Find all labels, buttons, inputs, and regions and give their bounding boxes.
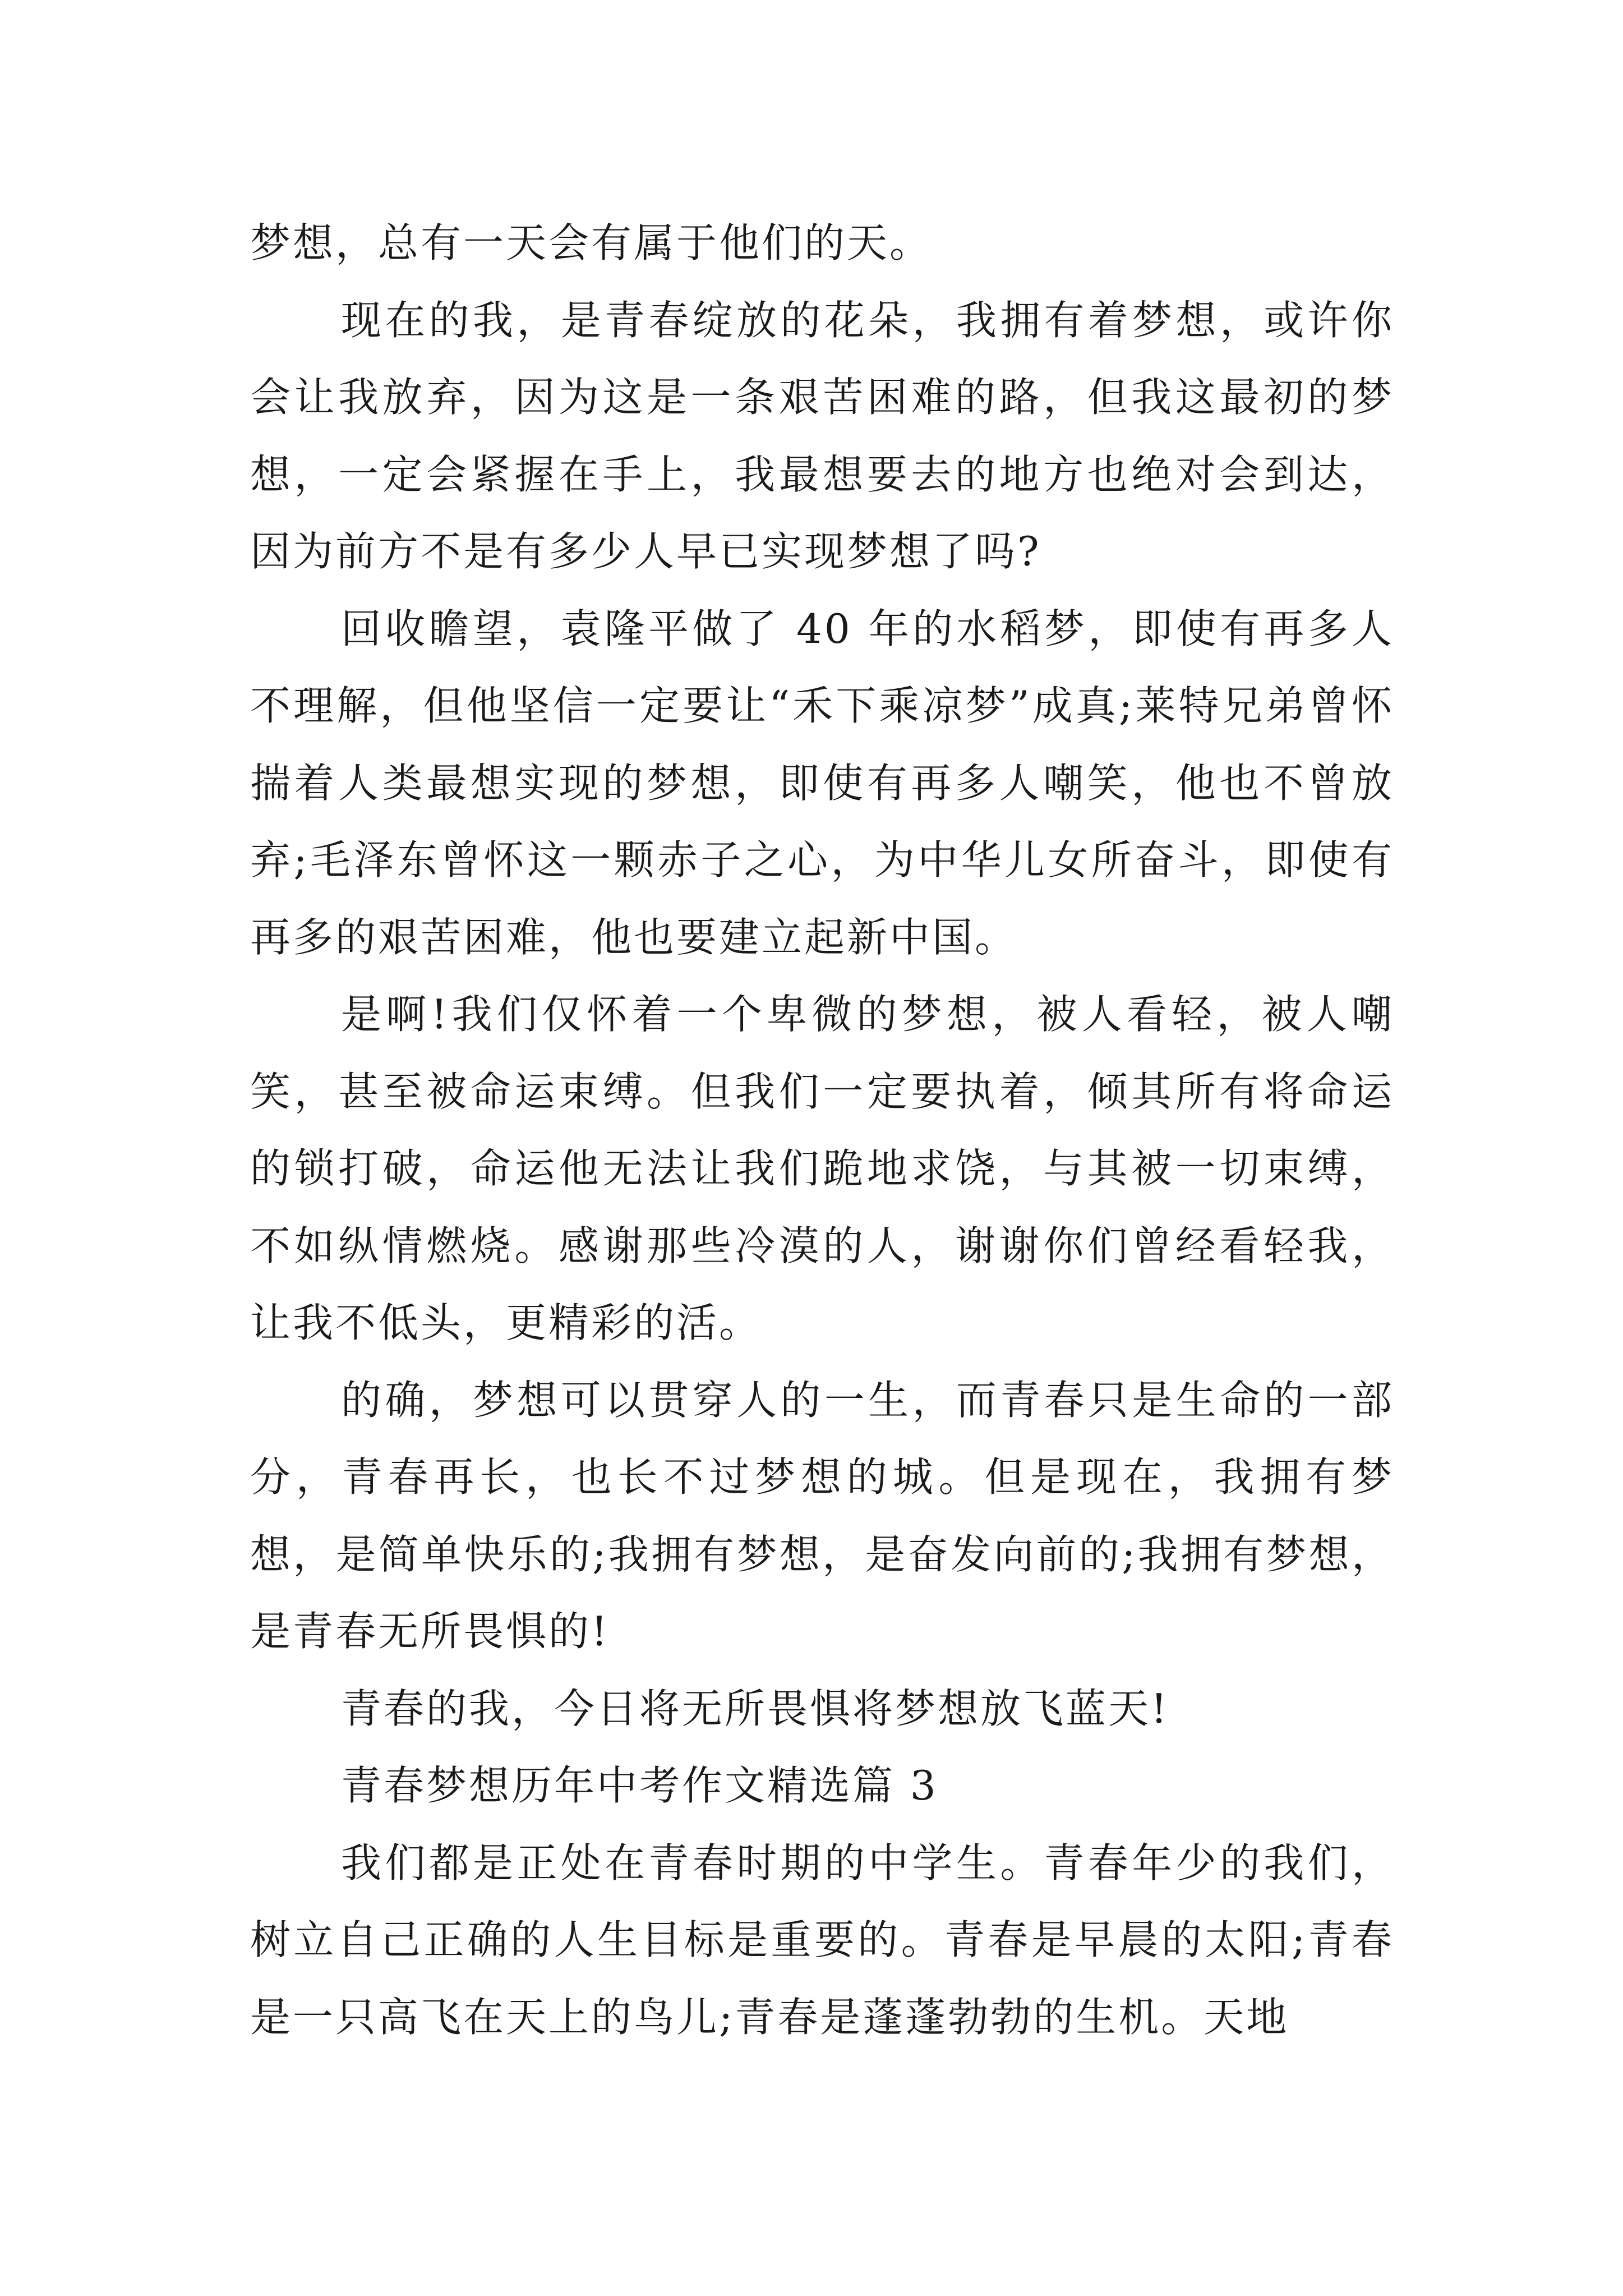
paragraph-6: 青春的我，今日将无所畏惧将梦想放飞蓝天!	[341, 1685, 1169, 1732]
paragraph-3: 回收瞻望，袁隆平做了 40 年的水稻梦，即使有再多人不理解，但他坚信一定要让“禾下乘凉梦”成真;莱特兄弟曾怀揣着人类最想实现的梦想，即使有再多人嘲笑，他也不曾放弃;毛泽东曾怀这一颗赤子之心，为中华儿女所奋斗，即使有再多的艰苦困难，他也要建立起新中国。	[250, 605, 1394, 961]
paragraph-7: 我们都是正处在青春时期的中学生。青春年少的我们，树立自己正确的人生目标是重要的。青春是早晨的太阳;青春是一只高飞在天上的鸟儿;青春是蓬蓬勃勃的生机。天地	[250, 1839, 1394, 2041]
paragraph-4: 是啊!我们仅怀着一个卑微的梦想，被人看轻，被人嘲笑，甚至被命运束缚。但我们一定要执着，倾其所有将命运的锁打破，命运他无法让我们跪地求饶，与其被一切束缚，不如纵情燃烧。感谢那些冷漠的人，谢谢你们曾经看轻我，让我不低头，更精彩的活。	[250, 991, 1394, 1346]
article-body	[250, 205, 1394, 2056]
paragraph-1: 梦想，总有一天会有属于他们的天。	[250, 219, 933, 266]
section-heading: 青春梦想历年中考作文精选篇 3	[341, 1762, 938, 1809]
paragraph-5: 的确，梦想可以贯穿人的一生，而青春只是生命的一部分，青春再长，也长不过梦想的城。但是现在，我拥有梦想，是简单快乐的;我拥有梦想，是奋发向前的;我拥有梦想，是青春无所畏惧的!	[250, 1376, 1394, 1655]
paragraph-2: 现在的我，是青春绽放的花朵，我拥有着梦想，或许你会让我放弃，因为这是一条艰苦困难的路，但我这最初的梦想，一定会紧握在手上，我最想要去的地方也绝对会到达，因为前方不是有多少人早已实现梦想了吗?	[250, 296, 1394, 575]
